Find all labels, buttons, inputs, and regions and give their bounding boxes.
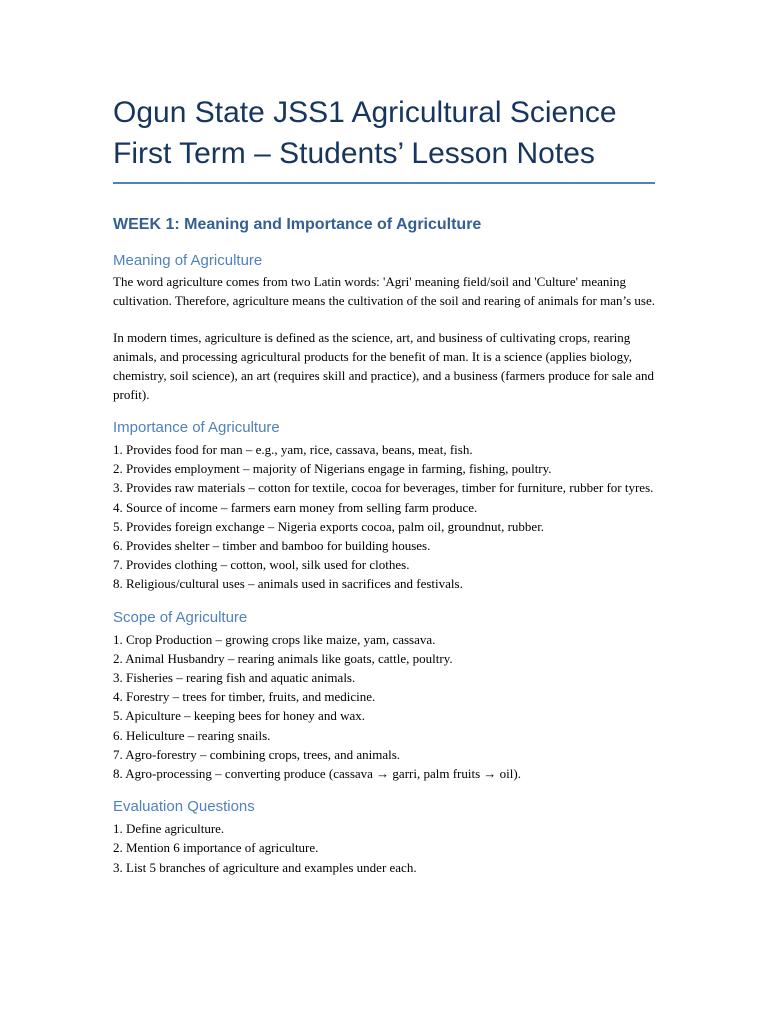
list-item: 4. Forestry – trees for timber, fruits, and medicine.: [113, 689, 376, 705]
importance-list: [113, 440, 655, 594]
list-item: 1. Define agriculture.: [113, 821, 225, 837]
week-heading: WEEK 1: Meaning and Importance of Agriculture: [113, 216, 482, 233]
list-item: 1. Provides food for man – e.g., yam, rice, cassava, beans, meat, fish.: [113, 442, 473, 457]
list-item: 6. Heliculture – rearing snails.: [113, 727, 271, 743]
list-item: 8. Religious/cultural uses – animals used in sacrifices and festivals.: [113, 576, 463, 592]
list-item: 3. Provides raw materials – cotton for textile, cocoa for beverages, timber for furniture, rubber for tyres.: [113, 480, 654, 496]
section-heading-importance: Importance of Agriculture: [113, 419, 280, 436]
meaning-paragraph-2: In modern times, agriculture is defined as the science, art, and business of cultivating crops, rearing animals, and processing agricultural products for the benefit of man. It is a science (applies biology, chemistry, soil science), an art (requires skill and practice), and a business (farmers produce for sale and profit).: [113, 330, 654, 402]
list-item: 5. Apiculture – keeping bees for honey and wax.: [113, 708, 365, 724]
list-item: 2. Provides employment – majority of Nigerians engage in farming, fishing, poultry.: [113, 461, 552, 477]
list-item: 3. List 5 branches of agriculture and examples under each.: [113, 859, 417, 875]
title-divider: [113, 182, 655, 184]
list-item: 7. Provides clothing – cotton, wool, silk used for clothes.: [113, 557, 410, 573]
scope-list: [113, 630, 655, 784]
list-item: 4. Source of income – farmers earn money from selling farm produce.: [113, 499, 478, 515]
list-item: 1. Crop Production – growing crops like maize, yam, cassava.: [113, 631, 436, 647]
meaning-paragraph-1: The word agriculture comes from two Latin words: 'Agri' meaning field/soil and 'Culture' meaning cultivation. Therefore, agriculture means the cultivation of the soil and rearing of animals for man’s use.: [113, 274, 655, 308]
document-title: [113, 92, 655, 174]
list-item: 8. Agro-processing – converting produce (cassava → garri, palm fruits → oil).: [113, 766, 521, 782]
list-item: 7. Agro-forestry – combining crops, trees, and animals.: [113, 746, 401, 762]
list-item: 2. Mention 6 importance of agriculture.: [113, 840, 319, 856]
list-item: 5. Provides foreign exchange – Nigeria exports cocoa, palm oil, groundnut, rubber.: [113, 518, 545, 534]
document-page: [113, 92, 655, 877]
section-heading-meaning: Meaning of Agriculture: [113, 252, 263, 269]
section-heading-evaluation: Evaluation Questions: [113, 798, 255, 816]
title-line-2: First Term – Students’ Lesson Notes: [113, 137, 595, 170]
list-item: 3. Fisheries – rearing fish and aquatic animals.: [113, 670, 356, 686]
title-line-1: Ogun State JSS1 Agricultural Science: [113, 96, 617, 129]
evaluation-list: [113, 819, 655, 877]
section-heading-scope: Scope of Agriculture: [113, 608, 248, 626]
list-item: 2. Animal Husbandry – rearing animals like goats, cattle, poultry.: [113, 650, 453, 666]
list-item: 6. Provides shelter – timber and bamboo for building houses.: [113, 538, 431, 554]
